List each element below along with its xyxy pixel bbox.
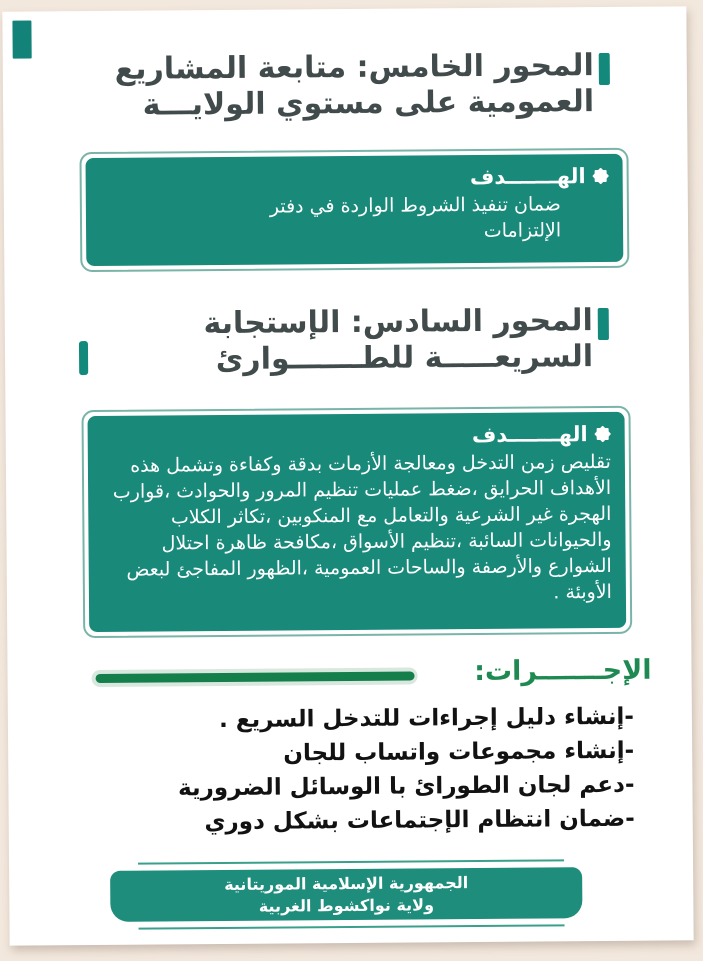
- text-line: -دعم لجان الطورائ با الوسائل الضرورية: [177, 771, 635, 802]
- text-line: السريعـــــة للطـــــــوارئ: [215, 339, 594, 378]
- goal-label: الهـــــــدف: [471, 422, 588, 448]
- text-line: والحيوانات السائبة ،تنظيم الأسواق ،مكافحة ظاهرة احتلال: [161, 528, 612, 555]
- axis5-title: [115, 48, 595, 124]
- title-accent-bar: [598, 308, 609, 340]
- axis6-goal-text: [102, 449, 612, 609]
- text-line: الجمهورية الإسلامية الموريتانية: [224, 872, 469, 894]
- text-line: الإلتزامات: [483, 219, 562, 242]
- text-line: الشوارع والأرصفة والساحات العمومية ،الظهور المفاجئ لبعض: [126, 554, 612, 581]
- corner-accent-square: [12, 20, 31, 58]
- axis5-goal-text: [100, 191, 609, 247]
- text-line: ضمان تنفيذ الشروط الواردة في دفتر: [269, 193, 561, 218]
- text-line: -إنشاء دليل إجراءات للتدخل السريع .: [219, 703, 635, 734]
- text-line: -إنشاء مجموعات واتساب للجان: [283, 737, 635, 767]
- title-accent-dash: [79, 341, 88, 375]
- text-line: المحور السادس: الإستجابة: [203, 303, 593, 342]
- text-line: الأهداف الحرايق ،ضغط عمليات تنظيم المرور والحوادث ،قوارب: [112, 476, 612, 503]
- procedures-heading: الإجـــــــرات:: [474, 654, 652, 688]
- footer-divider-bottom: [139, 924, 565, 929]
- footer-banner: [110, 867, 582, 922]
- axis6-title-text: [203, 303, 593, 378]
- text-line: الأوبئة .: [553, 580, 613, 604]
- text-line: العمومية على مستوي الولايـــة: [142, 84, 595, 123]
- procedures-list: [177, 700, 634, 840]
- goal-label: الهـــــــدف: [469, 164, 586, 190]
- title-accent-bar: [599, 53, 610, 85]
- document-page: [2, 6, 693, 945]
- axis6-title: [203, 303, 593, 378]
- text-line: الهجرة غير الشرعية والتعامل مع المنكوبين ،تكاثر الكلاب: [170, 502, 612, 529]
- procedures-underline: [92, 667, 418, 687]
- text-line: -ضمان انتظام الإجتماعات بشكل دوري: [204, 805, 635, 836]
- goal-star-icon: [593, 168, 609, 184]
- axis6-goal-box: [81, 406, 632, 638]
- footer-divider-top: [138, 859, 564, 864]
- goal-star-icon: [595, 426, 611, 442]
- axis5-title-text: [115, 48, 595, 124]
- text-line: تقليص زمن التدخل ومعالجة الأزمات بدقة وكفاءة وتشمل هذه: [130, 450, 611, 477]
- text-line: المحور الخامس: متابعة المشاريع: [114, 48, 594, 87]
- axis5-goal-box: [79, 148, 629, 272]
- text-line: ولاية نواكشوط الغربية: [258, 894, 435, 916]
